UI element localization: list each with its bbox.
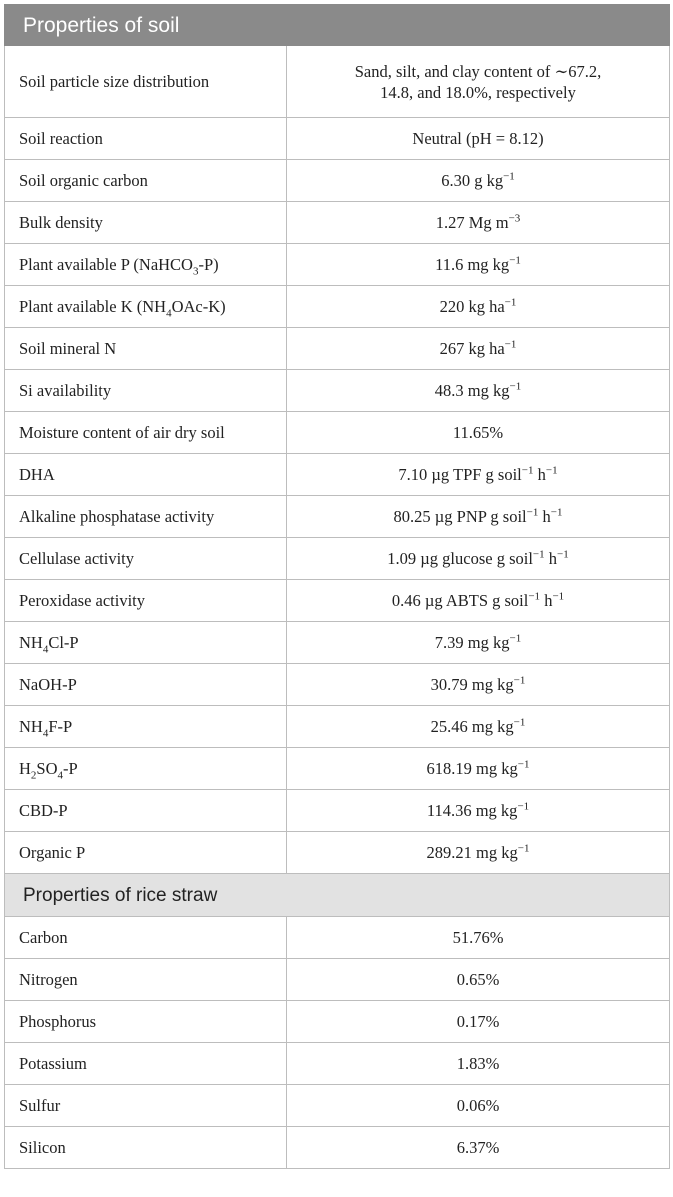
table-row bbox=[5, 202, 670, 244]
table-row bbox=[5, 622, 670, 664]
property-value: 1.27 Mg $m^{-3}$ bbox=[287, 202, 670, 244]
table-row bbox=[5, 286, 670, 328]
table-row bbox=[5, 748, 670, 790]
property-label: $NH_4F-P$ bbox=[5, 706, 287, 748]
property-label: Cellulase activity bbox=[5, 538, 287, 580]
table-row bbox=[5, 46, 670, 118]
property-label: Soil organic carbon bbox=[5, 160, 287, 202]
property-value: 267 kg $ha^{-1}$ bbox=[287, 328, 670, 370]
table-row bbox=[5, 580, 670, 622]
table-row bbox=[5, 832, 670, 874]
property-label: Bulk density bbox=[5, 202, 287, 244]
table-row bbox=[5, 454, 670, 496]
property-label: Silicon bbox=[5, 1127, 287, 1169]
section-title-rice-straw: Properties of rice straw bbox=[5, 874, 670, 917]
property-label: Phosphorus bbox=[5, 1001, 287, 1043]
property-label: Soil reaction bbox=[5, 118, 287, 160]
property-value: 48.3 mg $kg^{-1}$ bbox=[287, 370, 670, 412]
table-row bbox=[5, 1001, 670, 1043]
property-label: $H_2SO_4-P$ bbox=[5, 748, 287, 790]
property-value: 0.17% bbox=[287, 1001, 670, 1043]
table-row bbox=[5, 790, 670, 832]
property-value: 7.39 mg $kg^{-1}$ bbox=[287, 622, 670, 664]
table-row bbox=[5, 917, 670, 959]
property-value: 7.10 µg TPF g soil$^{-1}$ $h^{-1}$ bbox=[287, 454, 670, 496]
property-label: Plant available K $(NH_4OAc-K)$ bbox=[5, 286, 287, 328]
table-row bbox=[5, 1085, 670, 1127]
property-value: Neutral (pH = 8.12) bbox=[287, 118, 670, 160]
table-row bbox=[5, 959, 670, 1001]
table-row bbox=[5, 496, 670, 538]
table-row bbox=[5, 412, 670, 454]
section-title-soil: Properties of soil bbox=[5, 5, 670, 46]
property-value: 6.37% bbox=[287, 1127, 670, 1169]
property-value: 80.25 µg PNP g soil$^{-1}$ $h^{-1}$ bbox=[287, 496, 670, 538]
table-row bbox=[5, 118, 670, 160]
property-label: Organic P bbox=[5, 832, 287, 874]
property-label: Potassium bbox=[5, 1043, 287, 1085]
section-header-rice-straw bbox=[5, 874, 670, 917]
property-value: 6.30 g $kg^{-1}$ bbox=[287, 160, 670, 202]
property-label: NaOH-P bbox=[5, 664, 287, 706]
property-value: 1.09 µg glucose g soil$^{-1}$ $h^{-1}$ bbox=[287, 538, 670, 580]
property-label: Si availability bbox=[5, 370, 287, 412]
table-row bbox=[5, 1043, 670, 1085]
table-row bbox=[5, 160, 670, 202]
table-row bbox=[5, 664, 670, 706]
property-label: DHA bbox=[5, 454, 287, 496]
property-value: 114.36 mg $kg^{-1}$ bbox=[287, 790, 670, 832]
property-value: 25.46 mg $kg^{-1}$ bbox=[287, 706, 670, 748]
property-value: 11.65% bbox=[287, 412, 670, 454]
table-row bbox=[5, 706, 670, 748]
property-value: 0.65% bbox=[287, 959, 670, 1001]
property-value: Sand, silt, and clay content of ∼67.2, 14.8, and 18.0%, respectively bbox=[287, 46, 670, 118]
property-value: 30.79 mg $kg^{-1}$ bbox=[287, 664, 670, 706]
property-label: Moisture content of air dry soil bbox=[5, 412, 287, 454]
property-label: Nitrogen bbox=[5, 959, 287, 1001]
table-row bbox=[5, 244, 670, 286]
property-value: 220 kg $ha^{-1}$ bbox=[287, 286, 670, 328]
property-value: 289.21 mg $kg^{-1}$ bbox=[287, 832, 670, 874]
property-label: Carbon bbox=[5, 917, 287, 959]
property-value: 618.19 mg $kg^{-1}$ bbox=[287, 748, 670, 790]
property-label: Plant available P (NaHCO$_3$-P) bbox=[5, 244, 287, 286]
property-value: 1.83% bbox=[287, 1043, 670, 1085]
table-row bbox=[5, 538, 670, 580]
property-label: Soil mineral N bbox=[5, 328, 287, 370]
property-label: Soil particle size distribution bbox=[5, 46, 287, 118]
section-header-soil bbox=[5, 5, 670, 46]
property-label: CBD-P bbox=[5, 790, 287, 832]
property-value: 0.06% bbox=[287, 1085, 670, 1127]
property-value: 0.46 µg ABTS g soil$^{-1}$ $h^{-1}$ bbox=[287, 580, 670, 622]
properties-table-container bbox=[4, 4, 669, 1169]
properties-table bbox=[4, 4, 670, 1169]
property-value: 51.76% bbox=[287, 917, 670, 959]
table-row bbox=[5, 370, 670, 412]
table-row bbox=[5, 328, 670, 370]
property-label: $NH_4Cl-P$ bbox=[5, 622, 287, 664]
table-row bbox=[5, 1127, 670, 1169]
property-label: Peroxidase activity bbox=[5, 580, 287, 622]
property-label: Alkaline phosphatase activity bbox=[5, 496, 287, 538]
property-label: Sulfur bbox=[5, 1085, 287, 1127]
property-value: 11.6 mg $kg^{-1}$ bbox=[287, 244, 670, 286]
